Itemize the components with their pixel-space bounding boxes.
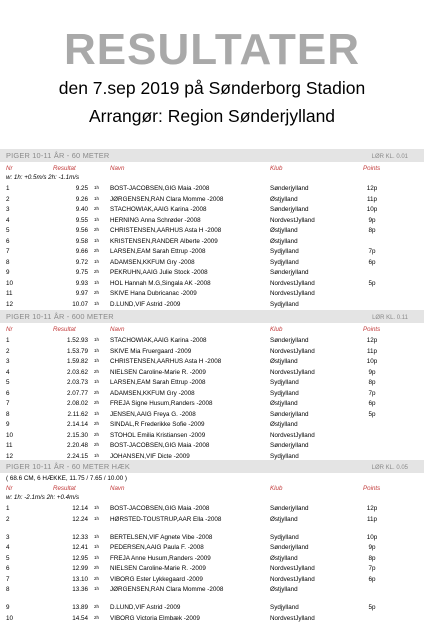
club-cell: Østjylland xyxy=(270,515,298,526)
athlete-name-cell: ADAMSEN,KKFUM Gry -2008 xyxy=(110,389,195,400)
club-cell: Sydjylland xyxy=(270,258,299,269)
rank-cell: 3 xyxy=(6,205,10,216)
heat-cell: 2h xyxy=(94,398,99,409)
heat-cell: 1h xyxy=(94,299,99,310)
club-cell: NordvestJylland xyxy=(270,614,315,624)
col-nr: Nr xyxy=(6,164,13,175)
rank-cell: 12 xyxy=(6,452,13,463)
heat-cell: 1h xyxy=(94,194,99,205)
club-cell: NordvestJylland xyxy=(270,575,315,586)
result-cell: 1.52.93 xyxy=(48,336,88,347)
col-points: Points xyxy=(363,484,380,495)
athlete-name-cell: PEKRUHN,AAIG Julie Stock -2008 xyxy=(110,268,208,279)
club-cell: NordvestJylland xyxy=(270,347,315,358)
athlete-name-cell: HOL Hannah M.G,Singala AK -2008 xyxy=(110,279,211,290)
rank-cell: 3 xyxy=(6,533,10,544)
athlete-name-cell: LARSEN,EAM Sarah Ettrup -2008 xyxy=(110,378,206,389)
result-cell: 9.93 xyxy=(48,279,88,290)
col-klub: Klub xyxy=(270,325,282,336)
points-cell: 11p xyxy=(356,515,388,526)
event-date-line: den 7.sep 2019 på Sønderborg Stadion xyxy=(0,78,424,98)
heat-cell: 1h xyxy=(94,503,99,514)
column-header xyxy=(0,325,424,334)
heat-cell: 1h xyxy=(94,532,99,543)
result-cell: 14.54 xyxy=(48,614,88,624)
athlete-name-cell: SKIVE Mia Fruergaard -2009 xyxy=(110,347,191,358)
club-cell: Sønderjylland xyxy=(270,410,309,421)
points-cell: 8p xyxy=(356,554,388,565)
points-cell: 7p xyxy=(356,247,388,258)
result-row xyxy=(0,420,424,431)
club-cell: NordvestJylland xyxy=(270,564,315,575)
result-row xyxy=(0,347,424,358)
col-klub: Klub xyxy=(270,164,282,175)
result-cell: 2.14.14 xyxy=(48,420,88,431)
result-row xyxy=(0,336,424,347)
result-cell: 12.24 xyxy=(48,515,88,526)
club-cell: Sydjylland xyxy=(270,389,299,400)
rank-cell: 5 xyxy=(6,554,10,565)
result-cell: 2.15.30 xyxy=(48,431,88,442)
athlete-name-cell: JØRGENSEN,RAN Clara Momme -2008 xyxy=(110,195,223,206)
rank-cell: 10 xyxy=(6,614,13,624)
results-list xyxy=(0,336,424,462)
athlete-name-cell: D.LUND,VIF Astrid -2009 xyxy=(110,603,180,614)
result-row xyxy=(0,226,424,237)
club-cell: Sønderjylland xyxy=(270,543,309,554)
club-cell: Østjylland xyxy=(270,195,298,206)
heat-cell: 1h xyxy=(94,215,99,226)
rank-cell: 11 xyxy=(6,289,13,300)
rank-cell: 5 xyxy=(6,226,10,237)
points-cell: 5p xyxy=(356,279,388,290)
result-cell: 13.10 xyxy=(48,575,88,586)
hurdle-spec-note: ( 68.6 CM, 6 HÆKKE, 11.75 / 7.65 / 10.00 ) xyxy=(6,474,127,485)
rank-cell: 4 xyxy=(6,368,10,379)
rank-cell: 7 xyxy=(6,399,10,410)
result-row xyxy=(0,205,424,216)
points-cell: 9p xyxy=(356,368,388,379)
athlete-name-cell: FREJA Anne Husum,Randers -2009 xyxy=(110,554,211,565)
result-cell: 1.53.79 xyxy=(48,347,88,358)
heat-cell: 1h xyxy=(94,335,99,346)
rank-cell: 1 xyxy=(6,336,10,347)
heat-cell: 2h xyxy=(94,388,99,399)
rank-cell: 1 xyxy=(6,184,10,195)
col-navn: Navn xyxy=(110,484,124,495)
club-cell: NordvestJylland xyxy=(270,216,315,227)
rank-cell: 3 xyxy=(6,357,10,368)
points-cell: 11p xyxy=(356,347,388,358)
heat-cell: 1h xyxy=(94,377,99,388)
club-cell: Sydjylland xyxy=(270,378,299,389)
heat-cell: 2h xyxy=(94,563,99,574)
result-row xyxy=(0,575,424,586)
result-cell: 9.75 xyxy=(48,268,88,279)
rank-cell: 6 xyxy=(6,237,10,248)
athlete-name-cell: CHRISTENSEN,AARHUS Asta H -2008 xyxy=(110,357,221,368)
heat-cell: 1h xyxy=(94,514,99,525)
col-resultat: Resultat xyxy=(53,484,76,495)
result-cell: 12.14 xyxy=(48,504,88,515)
heat-cell: 2h xyxy=(94,613,99,624)
event-class-time: LØR KL. 0.01 xyxy=(372,152,408,163)
points-cell: 12p xyxy=(356,504,388,515)
result-row xyxy=(0,300,424,311)
points-cell: 11p xyxy=(356,195,388,206)
athlete-name-cell: HØRSTED-TOUSTRUP,AAR Ella -2008 xyxy=(110,515,260,526)
organizer-line: Arrangør: Region Sønderjylland xyxy=(0,106,424,126)
result-cell: 12.41 xyxy=(48,543,88,554)
col-resultat: Resultat xyxy=(53,164,76,175)
club-cell: Sydjylland xyxy=(270,247,299,258)
club-cell: Østjylland xyxy=(270,399,298,410)
heat-cell: 2h xyxy=(94,367,99,378)
result-cell: 9.40 xyxy=(48,205,88,216)
result-cell: 9.25 xyxy=(48,184,88,195)
result-cell: 10.07 xyxy=(48,300,88,311)
result-row xyxy=(0,368,424,379)
rank-cell: 2 xyxy=(6,515,10,526)
result-row xyxy=(0,564,424,575)
athlete-name-cell: KRISTENSEN,RANDER Alberte -2009 xyxy=(110,237,218,248)
result-row xyxy=(0,533,424,544)
result-cell: 1.59.82 xyxy=(48,357,88,368)
points-cell: 5p xyxy=(356,603,388,614)
points-cell: 6p xyxy=(356,399,388,410)
heat-cell: 2h xyxy=(94,204,99,215)
result-row xyxy=(0,554,424,565)
club-cell: NordvestJylland xyxy=(270,279,315,290)
points-cell: 12p xyxy=(356,184,388,195)
athlete-name-cell: FREJA Signe Husum,Randers -2008 xyxy=(110,399,213,410)
result-row xyxy=(0,378,424,389)
event-title: PIGER 10-11 ÅR - 60 METER HÆK xyxy=(6,462,130,473)
result-row xyxy=(0,195,424,206)
event-title: PIGER 10-11 ÅR - 600 METER xyxy=(6,312,114,323)
athlete-name-cell: BOST-JACOBSEN,GIG Maia -2008 xyxy=(110,184,209,195)
column-header xyxy=(0,484,424,493)
result-cell: 9.72 xyxy=(48,258,88,269)
heat-cell: 2h xyxy=(94,267,99,278)
points-cell: 10p xyxy=(356,357,388,368)
club-cell: Sønderjylland xyxy=(270,336,309,347)
result-row xyxy=(0,399,424,410)
club-cell: Sydjylland xyxy=(270,452,299,463)
result-row xyxy=(0,268,424,279)
result-row xyxy=(0,357,424,368)
result-row xyxy=(0,279,424,290)
athlete-name-cell: JOHANSEN,VIF Dicte -2009 xyxy=(110,452,190,463)
result-cell: 9.58 xyxy=(48,237,88,248)
athlete-name-cell: HERNING Anna Schrøder -2008 xyxy=(110,216,201,227)
heat-cell: 2h xyxy=(94,246,99,257)
result-cell: 13.89 xyxy=(48,603,88,614)
athlete-name-cell: STACHOWIAK,AAIG Karina -2008 xyxy=(110,336,206,347)
rank-cell: 8 xyxy=(6,410,10,421)
col-nr: Nr xyxy=(6,325,13,336)
points-cell: 10p xyxy=(356,533,388,544)
col-points: Points xyxy=(363,164,380,175)
result-row xyxy=(0,289,424,300)
athlete-name-cell: ADAMSEN,KKFUM Gry -2008 xyxy=(110,258,195,269)
heat-cell: 1h xyxy=(94,584,99,595)
rank-cell: 7 xyxy=(6,247,10,258)
result-row xyxy=(0,543,424,554)
heat-cell: 2h xyxy=(94,288,99,299)
result-row xyxy=(0,585,424,603)
club-cell: Sønderjylland xyxy=(270,441,309,452)
athlete-name-cell: SKIVE Hana Dubricanac -2009 xyxy=(110,289,197,300)
heat-cell: 1h xyxy=(94,278,99,289)
athlete-name-cell: PEDERSEN,AAIG Paula F. -2008 xyxy=(110,543,204,554)
rank-cell: 11 xyxy=(6,441,13,452)
result-cell: 2.20.48 xyxy=(48,441,88,452)
club-cell: Sønderjylland xyxy=(270,504,309,515)
club-cell: Sønderjylland xyxy=(270,268,309,279)
rank-cell: 4 xyxy=(6,543,10,554)
heat-cell: 1h xyxy=(94,183,99,194)
heat-cell: 1h xyxy=(94,257,99,268)
club-cell: Sønderjylland xyxy=(270,205,309,216)
rank-cell: 5 xyxy=(6,378,10,389)
heat-cell: 2h xyxy=(94,440,99,451)
col-nr: Nr xyxy=(6,484,13,495)
heat-cell: 2h xyxy=(94,602,99,613)
points-cell: 8p xyxy=(356,226,388,237)
result-cell: 12.95 xyxy=(48,554,88,565)
result-cell: 2.08.02 xyxy=(48,399,88,410)
athlete-name-cell: LARSEN,EAM Sarah Ettrup -2008 xyxy=(110,247,206,258)
club-cell: Østjylland xyxy=(270,554,298,565)
points-cell: 6p xyxy=(356,258,388,269)
result-row xyxy=(0,603,424,614)
section-band xyxy=(0,310,424,323)
result-cell: 13.36 xyxy=(48,585,88,596)
result-row xyxy=(0,184,424,195)
athlete-name-cell: D.LUND,VIF Astrid -2009 xyxy=(110,300,180,311)
result-cell: 9.66 xyxy=(48,247,88,258)
rank-cell: 7 xyxy=(6,575,10,586)
club-cell: Østjylland xyxy=(270,420,298,431)
athlete-name-cell: BOST-JACOBSEN,GIG Maia -2008 xyxy=(110,504,209,515)
rank-cell: 9 xyxy=(6,603,10,614)
points-cell: 10p xyxy=(356,205,388,216)
rank-cell: 8 xyxy=(6,258,10,269)
result-row xyxy=(0,441,424,452)
result-cell: 12.99 xyxy=(48,564,88,575)
result-row xyxy=(0,216,424,227)
athlete-name-cell: VIBORG Ester Lykkegaard -2009 xyxy=(110,575,203,586)
heat-cell: 1h xyxy=(94,346,99,357)
result-row xyxy=(0,389,424,400)
club-cell: Sydjylland xyxy=(270,533,299,544)
result-cell: 12.33 xyxy=(48,533,88,544)
athlete-name-cell: BERTELSEN,VIF Agnete Vibe -2008 xyxy=(110,533,212,544)
points-cell: 8p xyxy=(356,378,388,389)
section-band xyxy=(0,149,424,162)
heat-cell: 1h xyxy=(94,409,99,420)
athlete-name-cell: JENSEN,AAIG Freya G. -2008 xyxy=(110,410,196,421)
wind-info: w: 1h: +0.5m/s 2h: -1.1m/s xyxy=(6,173,79,184)
result-row xyxy=(0,431,424,442)
club-cell: Sønderjylland xyxy=(270,184,309,195)
heat-cell: 2h xyxy=(94,430,99,441)
results-list xyxy=(0,504,424,624)
col-navn: Navn xyxy=(110,164,124,175)
athlete-name-cell: SINDAL,R Frederikke Sofie -2009 xyxy=(110,420,205,431)
wind-info: w: 1h: -2.1m/s 2h: +0.4m/s xyxy=(6,493,79,504)
heat-cell: 1h xyxy=(94,236,99,247)
result-row xyxy=(0,258,424,269)
points-cell: 6p xyxy=(356,575,388,586)
rank-cell: 2 xyxy=(6,195,10,206)
col-navn: Navn xyxy=(110,325,124,336)
rank-cell: 9 xyxy=(6,268,10,279)
club-cell: Østjylland xyxy=(270,357,298,368)
rank-cell: 2 xyxy=(6,347,10,358)
rank-cell: 1 xyxy=(6,504,10,515)
result-cell: 2.24.15 xyxy=(48,452,88,463)
athlete-name-cell: NIELSEN Caroline-Marie R. -2009 xyxy=(110,564,206,575)
column-header xyxy=(0,164,424,173)
col-points: Points xyxy=(363,325,380,336)
event-class-time: LØR KL. 0.11 xyxy=(372,313,408,324)
rank-cell: 4 xyxy=(6,216,10,227)
points-cell: 9p xyxy=(356,543,388,554)
result-row xyxy=(0,237,424,248)
result-cell: 9.26 xyxy=(48,195,88,206)
club-cell: NordvestJylland xyxy=(270,368,315,379)
result-cell: 2.11.62 xyxy=(48,410,88,421)
athlete-name-cell: CHRISTENSEN,AARHUS Asta H -2008 xyxy=(110,226,221,237)
result-cell: 9.56 xyxy=(48,226,88,237)
club-cell: NordvestJylland xyxy=(270,431,315,442)
heat-cell: 2h xyxy=(94,225,99,236)
club-cell: Østjylland xyxy=(270,585,298,596)
result-cell: 9.97 xyxy=(48,289,88,300)
heat-cell: 1h xyxy=(94,356,99,367)
points-cell: 5p xyxy=(356,410,388,421)
athlete-name-cell: STOHOL Emilia Kristiansen -2009 xyxy=(110,431,205,442)
result-row xyxy=(0,504,424,515)
result-cell: 2.03.73 xyxy=(48,378,88,389)
rank-cell: 9 xyxy=(6,420,10,431)
points-cell: 7p xyxy=(356,389,388,400)
result-cell: 2.07.77 xyxy=(48,389,88,400)
result-row xyxy=(0,515,424,533)
result-cell: 9.55 xyxy=(48,216,88,227)
athlete-name-cell: BOST-JACOBSEN,GIG Maia -2008 xyxy=(110,441,209,452)
heat-cell: 2h xyxy=(94,419,99,430)
section-band xyxy=(0,460,424,473)
col-klub: Klub xyxy=(270,484,282,495)
result-cell: 2.03.62 xyxy=(48,368,88,379)
heat-cell: 1h xyxy=(94,451,99,462)
club-cell: NordvestJylland xyxy=(270,289,315,300)
results-list xyxy=(0,184,424,310)
heat-cell: 1h xyxy=(94,542,99,553)
result-row xyxy=(0,410,424,421)
club-cell: Sydjylland xyxy=(270,603,299,614)
club-cell: Østjylland xyxy=(270,226,298,237)
points-cell: 7p xyxy=(356,564,388,575)
points-cell: 12p xyxy=(356,336,388,347)
heat-cell: 1h xyxy=(94,553,99,564)
rank-cell: 12 xyxy=(6,300,13,311)
rank-cell: 8 xyxy=(6,585,10,596)
rank-cell: 10 xyxy=(6,279,13,290)
rank-cell: 10 xyxy=(6,431,13,442)
athlete-name-cell: STACHOWIAK,AAIG Karina -2008 xyxy=(110,205,206,216)
event-title: PIGER 10-11 ÅR - 60 METER xyxy=(6,151,109,162)
page-title: RESULTATER xyxy=(0,28,424,72)
athlete-name-cell: JØRGENSEN,RAN Clara Momme -2008 xyxy=(110,585,260,596)
heat-cell: 2h xyxy=(94,574,99,585)
rank-cell: 6 xyxy=(6,389,10,400)
club-cell: Østjylland xyxy=(270,237,298,248)
points-cell: 9p xyxy=(356,216,388,227)
result-row xyxy=(0,614,424,624)
athlete-name-cell: NIELSEN Caroline-Marie R. -2009 xyxy=(110,368,206,379)
col-resultat: Resultat xyxy=(53,325,76,336)
club-cell: Sydjylland xyxy=(270,300,299,311)
event-class-time: LØR KL. 0.05 xyxy=(372,463,408,474)
rank-cell: 6 xyxy=(6,564,10,575)
athlete-name-cell: VIBORG Victoria Elmbæk -2009 xyxy=(110,614,200,624)
result-row xyxy=(0,247,424,258)
